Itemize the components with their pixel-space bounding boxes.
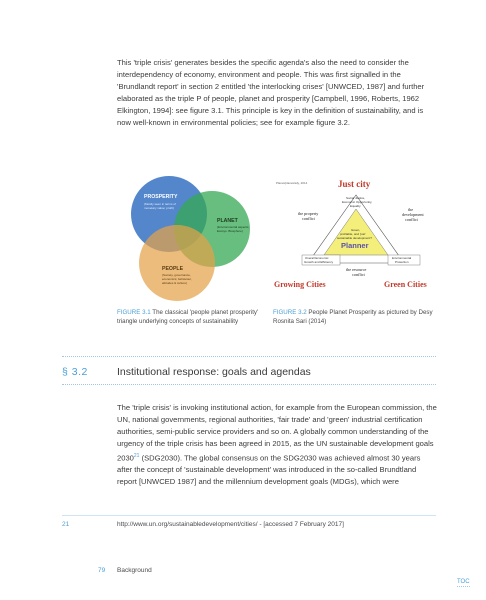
resource-conflict-1: the resource <box>346 267 367 272</box>
body-paragraph <box>117 402 437 489</box>
people-sub1: (Society, governance, <box>162 273 191 277</box>
figure-3-1-caption <box>117 308 267 326</box>
people-sub3: attitudes & culture) <box>162 281 188 285</box>
prosperity-label: PROSPERITY <box>144 194 178 200</box>
page-number: 79 <box>98 567 106 574</box>
prosperity-sub1: (Mostly seen in terms of <box>144 202 176 206</box>
development-conflict-2: development <box>402 212 424 217</box>
property-conflict-2: conflict <box>302 216 315 221</box>
development-conflict-3: conflict <box>405 217 418 222</box>
footnote-number: 21 <box>62 521 70 528</box>
footnote-text[interactable]: http://www.un.org/sustainabledevelopment/cities/ - [accessed 7 February 2017] <box>117 521 344 528</box>
people-sub2: economics; behaviour, <box>162 277 192 281</box>
figure-3-1-text: The classical 'people planet prosperity' triangle underlying concepts of sustainability <box>117 309 259 325</box>
section-symbol: § <box>62 366 69 378</box>
toc-link[interactable]: TOC <box>457 579 470 585</box>
growing-cities-label: Growing Cities <box>274 280 326 289</box>
figure-3-2-text: People Planet Prosperity as pictured by Desy Rosnita Sari (2014) <box>273 309 433 325</box>
venn-diagram-figure <box>114 170 264 310</box>
green-cities-label: Green Cities <box>384 280 427 289</box>
footnote-reference[interactable]: 21 <box>133 452 140 459</box>
section-title: Institutional response: goals and agendas <box>117 366 311 378</box>
section-divider-top <box>62 356 436 357</box>
inner-top-2: Economic Opportunity, <box>342 200 373 204</box>
inner-top-1: Social Justice, <box>346 196 366 200</box>
center-1: Green, <box>351 228 361 232</box>
figure-3-1-label: FIGURE 3.1 <box>117 309 151 316</box>
prosperity-sub2: monetary value; profit) <box>144 206 174 210</box>
center-2: profitable, and 'just' <box>340 232 366 236</box>
section-number-value: 3.2 <box>71 366 88 378</box>
bottom-right-1: Environmental <box>392 256 412 260</box>
development-conflict-1: the <box>408 207 414 212</box>
inner-top-3: Equality <box>350 204 361 208</box>
body-paragraph-post: (SDG2030). The global consensus on the SDG2030 was achieved almost 30 years after the concept of 'sustainable development' was introduced in the so-called Brundtland report [UNWCED 1987] and the millennium development goals (MDGs), which were <box>117 453 421 487</box>
section-number <box>62 366 88 378</box>
figure-3-2-label: FIGURE 3.2 <box>273 309 307 316</box>
bottom-left-1: Overall Economic <box>305 256 329 260</box>
figure2-small-credit: Planet/planet/ady, 2014 <box>276 181 308 185</box>
section-divider-bottom <box>62 384 436 385</box>
people-circle <box>139 225 215 301</box>
center-3: sustainable development? <box>337 236 372 240</box>
people-label: PEOPLE <box>162 266 184 272</box>
running-head: Background <box>117 567 152 574</box>
intro-paragraph: This 'triple crisis' generates besides the specific agenda's also the need to consider the interdependency of economy, environment and people. This was first signalled in the 'Brundlandt report' in section 2 entitled 'the interlocking crises' [UNWCED, 1987] and further elaborated as the triple P of people, planet and prosperity [Campbell, 1996, Roberts, 1962 Elkington, 1994]: see figure 3.1. This principle is key in the definition of sustainability, and is now well-known in environmental policies; see for example figure 3.2. <box>117 57 425 127</box>
footnote-divider <box>62 515 436 516</box>
resource-conflict-2: conflict <box>352 272 365 277</box>
planet-label: PLANET <box>217 218 238 224</box>
property-conflict-1: the property <box>298 211 319 216</box>
planner-label: Planner <box>341 241 369 250</box>
figure-3-2-caption <box>273 308 433 326</box>
planner-triangle-figure <box>272 175 442 291</box>
planet-sub2: Ecosys. Biosphere) <box>217 229 243 233</box>
bottom-right-2: Protection <box>395 260 409 264</box>
body-paragraph-pre: The 'triple crisis' is invoking institutional action, for example from the European commission, the UN, national governments, regional authorities, 'fair trade' and 'green' industrial certification authorities, semi-public service providers and so on. A globally common understanding of the urgency of the triple crisis has been agreed in 2015, as the UN sustainable development goals 2030 <box>117 402 437 463</box>
just-city-label: Just city <box>338 179 371 189</box>
bottom-left-2: Growth and Efficiency <box>304 260 334 264</box>
planet-sub1: (Environmental aspects; <box>217 225 250 229</box>
